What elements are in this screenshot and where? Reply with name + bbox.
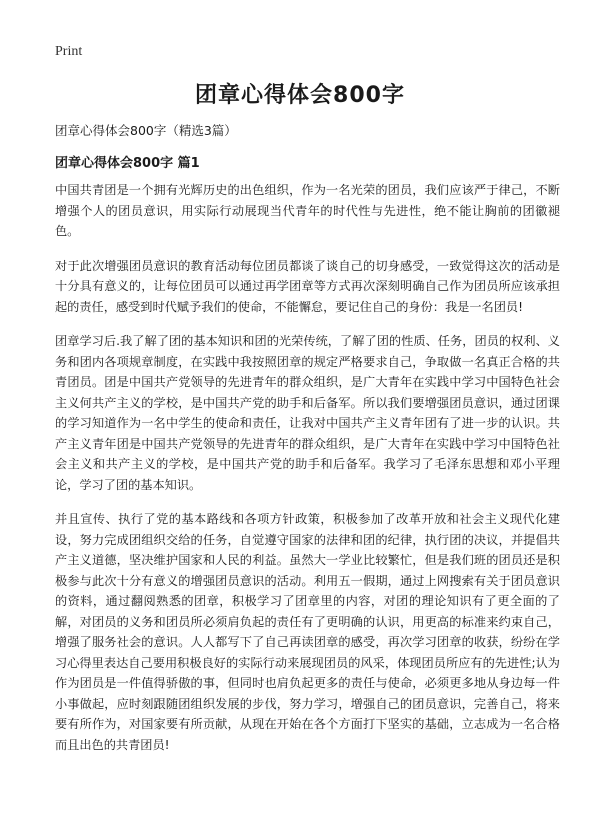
section-heading: 团章心得体会800字 篇1	[55, 156, 200, 171]
article-body	[55, 180, 560, 769]
print-link[interactable]: Print	[55, 44, 83, 59]
page-title: 团章心得体会800字	[195, 83, 405, 108]
paragraph-3: 团章学习后.我了解了团的基本知识和团的光荣传统，了解了团的性质、任务，团员的权利、义务和团内各项规章制度，在实践中我按照团章的规定严格要求自己，争取做一名真正合格的共青团员。团是中国共产党领导的先进青年的群众组织，是广大青年在实践中学习中国特色社会主义何共产主义的学校，是中国共产党的助手和后备军。所以我们要增强团员意识，通过团课的学习知道作为一名中学生的使命和责任，让我对中国共产主义青年团有了进一步的认识。共产主义青年团是中国共产党领导的先进青年的群众组织，是广大青年在实践中学习中国特色社会主义和共产主义的学校，是中国共产党的助手和后备军。我学习了毛泽东思想和邓小平理论，学习了团的基本知识。	[55, 334, 560, 492]
paragraph-4: 并且宣传、执行了党的基本路线和各项方针政策，积极参加了改革开放和社会主义现代化建设，努力完成团组织交给的任务，自觉遵守国家的法律和团的纪律，执行团的决议，并提倡共产主义道德，坚决维护国家和人民的利益。虽然大一学业比较繁忙，但是我们班的团员还是积极参与此次十分有意义的增强团员意识的活动。利用五一假期，通过上网搜索有关于团员意识的资料，通过翻阅熟悉的团章，积极学习了团章里的内容，对团的理论知识有了更全面的了解，对团员的义务和团员所必须肩负起的责任有了更明确的认识，用更高的标准来约束自己，增强了服务社会的意识。人人都写下了自己再读团章的感受，再次学习团章的收获，纷纷在学习心得里表达自己要用积极良好的实际行动来展现团员的风采，体现团员所应有的先进性;认为作为团员是一件值得骄傲的事，但同时也肩负起更多的责任与使命，必须更多地从身边每一件小事做起，应时刻跟随团组织发展的步伐，努力学习，增强自己的团员意识，完善自己，将来要有所作为，对国家要有所贡献，从现在开始在各个方面打下坚实的基础，立志成为一名合格而且出色的共青团员!	[55, 512, 560, 752]
paragraph-1: 中国共青团是一个拥有光辉历史的出色组织，作为一名光荣的团员，我们应该严于律己，不断增强个人的团员意识，用实际行动展现当代青年的时代性与先进性，绝不能让胸前的团徽褪色。	[55, 183, 560, 238]
document-subtitle: 团章心得体会800字（精选3篇）	[55, 123, 237, 138]
paragraph-2: 对于此次增强团员意识的教育活动每位团员都谈了谈自己的切身感受，一致觉得这次的活动是十分具有意义的，让每位团员可以通过再学团章等方式再次深刻明确自己作为团员所应该承担起的责任，感受到时代赋予我们的使命，不能懈怠，要记住自己的身份：我是一名团员!	[55, 258, 560, 314]
